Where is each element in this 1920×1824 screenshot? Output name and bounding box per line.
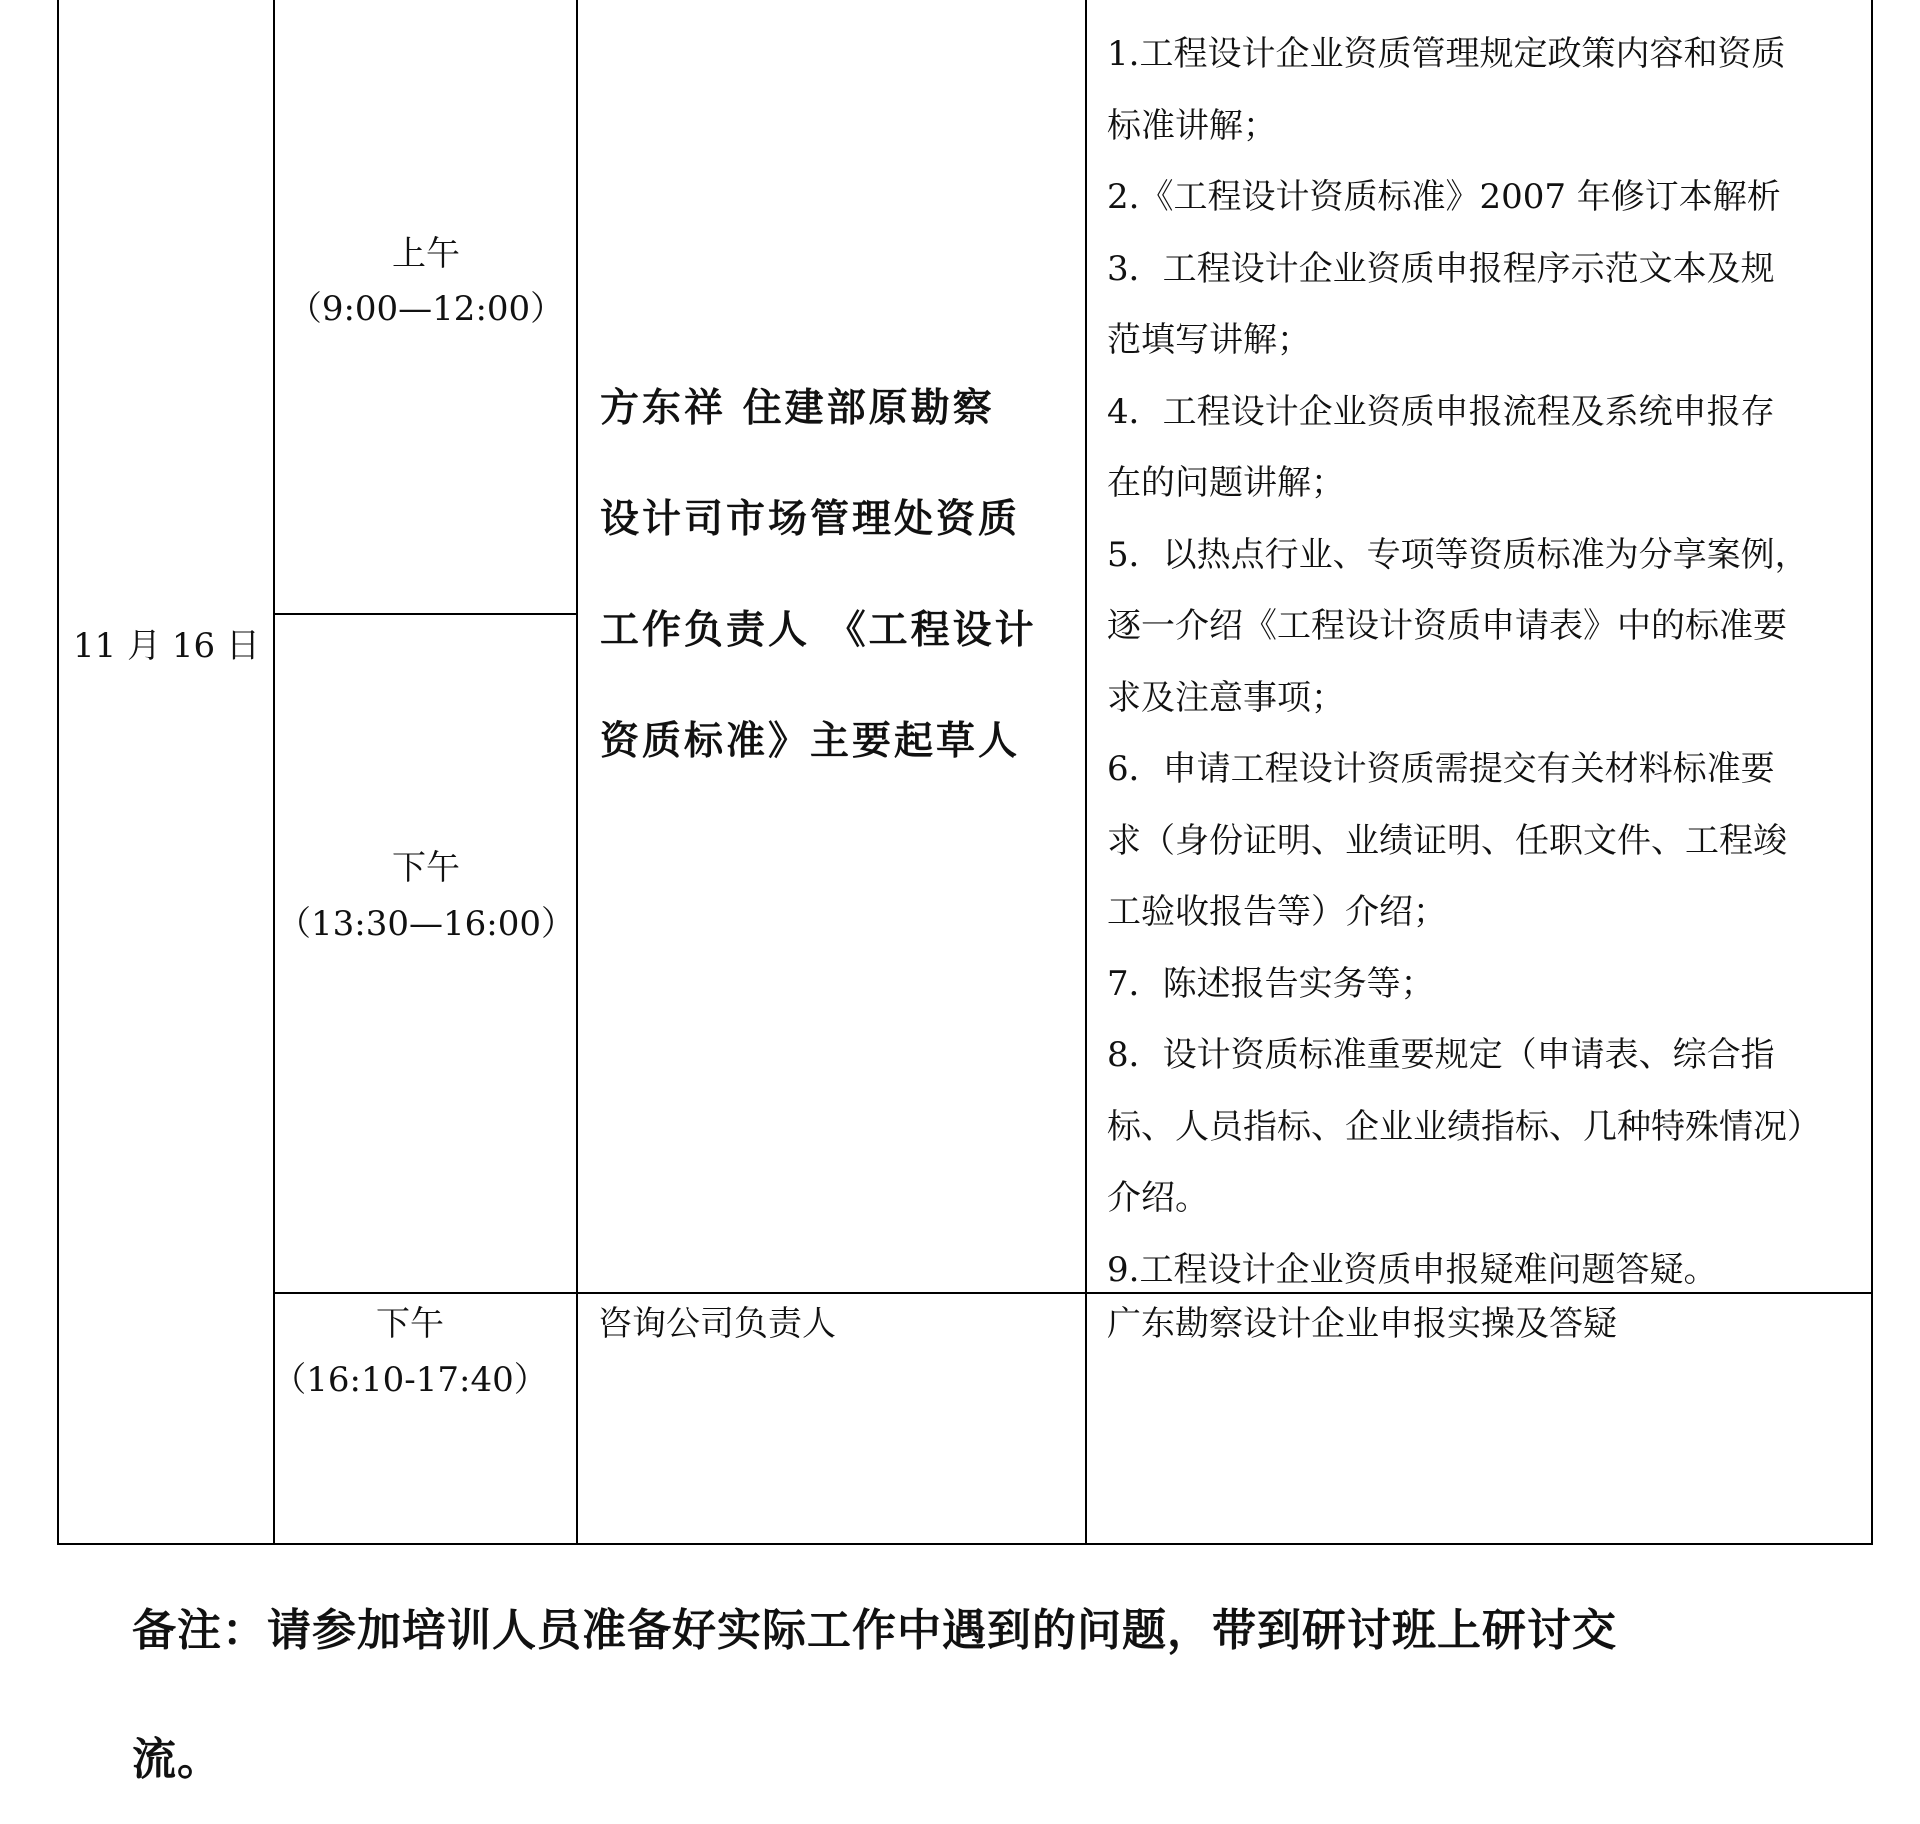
speaker-line: 设计司市场管理处资质 [600, 497, 1021, 542]
late-session-speaker: 咨询公司负责人 [598, 1304, 836, 1344]
remark-note [132, 1566, 1617, 1824]
content-line: 2.《工程设计资质标准》2007 年修订本解析 [1107, 177, 1781, 217]
speaker-line: 方东祥 住建部原勘察 [600, 386, 995, 431]
speaker-description [600, 353, 1100, 797]
afternoon-time: （13:30—16:00） [277, 904, 575, 944]
content-line: 求（身份证明、业绩证明、任职文件、工程竣 [1107, 820, 1787, 861]
content-line: 范填写讲解； [1107, 320, 1311, 360]
content-line: 求及注意事项； [1107, 677, 1345, 718]
content-line: 介绍。 [1107, 1178, 1209, 1218]
content-line: 8．设计资质标准重要规定（申请表、综合指 [1107, 1035, 1775, 1075]
late-session-label: 下午 [376, 1304, 444, 1344]
content-line: 4．工程设计企业资质申报流程及系统申报存 [1107, 391, 1775, 432]
content-line: 标、人员指标、企业业绩指标、几种特殊情况） [1107, 1106, 1821, 1147]
course-content [1107, 19, 1867, 1306]
content-line: 9.工程设计企业资质申报疑难问题答疑。 [1107, 1249, 1718, 1290]
speaker-line: 工作负责人 《工程设计 [600, 608, 1037, 653]
speaker-line: 资质标准》主要起草人 [600, 719, 1021, 764]
content-line: 3．工程设计企业资质申报程序示范文本及规 [1107, 248, 1775, 289]
content-line: 5．以热点行业、专项等资质标准为分享案例， [1107, 534, 1809, 575]
remark-line: 备注：请参加培训人员准备好实际工作中遇到的问题，带到研讨班上研讨交 [132, 1605, 1617, 1656]
content-line: 逐一介绍《工程设计资质申请表》中的标准要 [1107, 606, 1787, 646]
morning-time: （9:00—12:00） [287, 289, 565, 329]
content-line: 标准讲解； [1107, 105, 1277, 146]
content-line: 工验收报告等）介绍； [1107, 892, 1447, 932]
late-session-time: （16:10-17:40） [272, 1360, 548, 1400]
morning-label: 上午 [392, 234, 460, 274]
content-line: 在的问题讲解； [1107, 463, 1345, 503]
row-divider-morning [273, 613, 578, 615]
late-session-content: 广东勘察设计企业申报实操及答疑 [1107, 1304, 1617, 1344]
content-line: 6．申请工程设计资质需提交有关材料标准要 [1107, 749, 1775, 789]
schedule-table [57, 0, 1873, 1545]
session-date: 11 月 16 日 [73, 626, 260, 666]
content-line: 1.工程设计企业资质管理规定政策内容和资质 [1107, 34, 1786, 74]
afternoon-label: 下午 [392, 848, 460, 888]
content-line: 7．陈述报告实务等； [1107, 963, 1435, 1004]
remark-line: 流。 [132, 1734, 222, 1785]
